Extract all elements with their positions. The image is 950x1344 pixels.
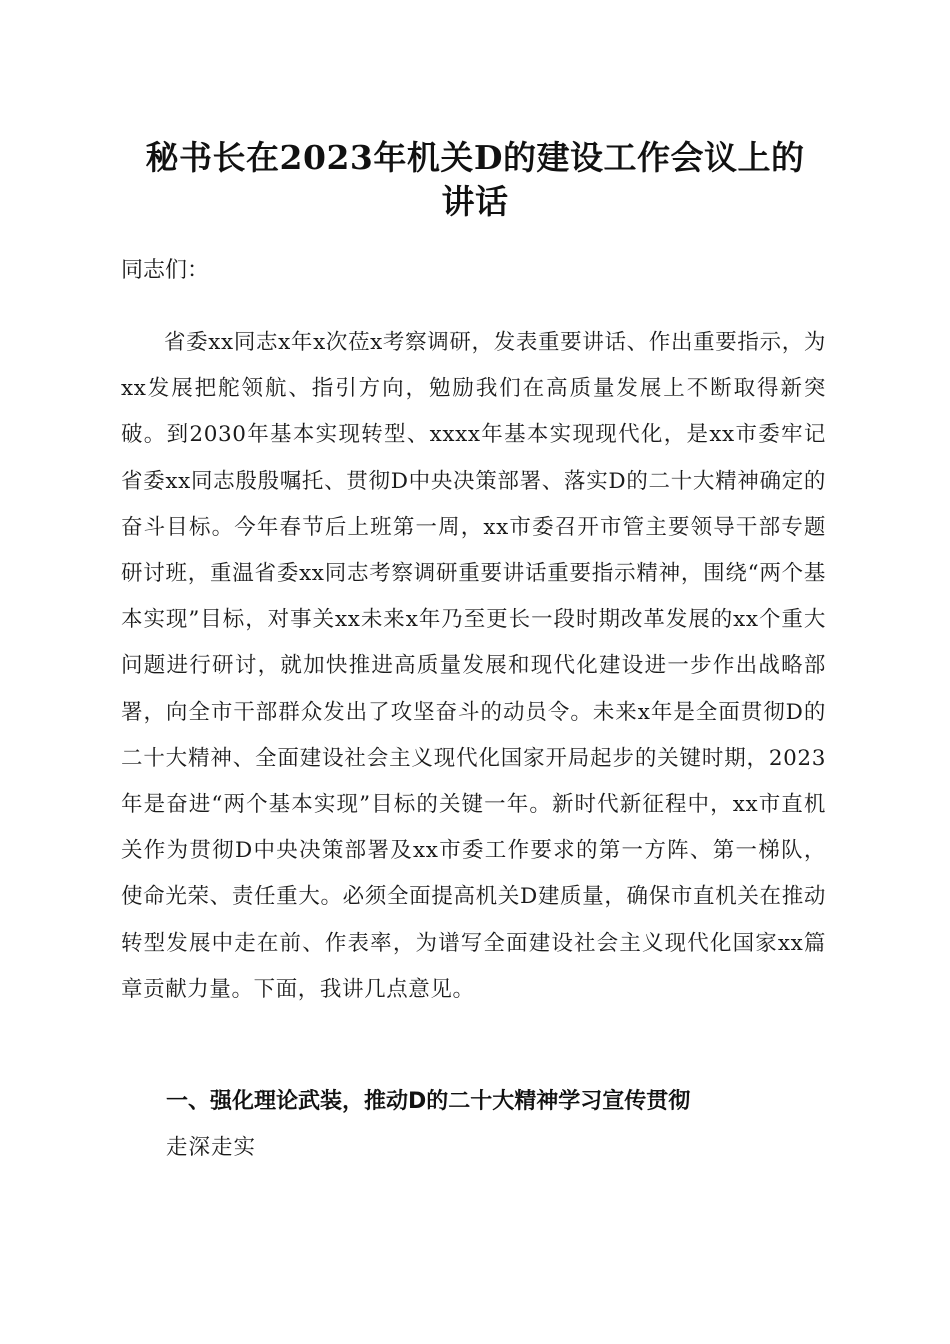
- body-paragraph: 省委xx同志x年x次莅x考察调研，发表重要讲话、作出重要指示，为xx发展把舵领航、指引方向，勉励我们在高质量发展上不断取得新突破。到2030年基本实现转型、xxxx年基本实现现代化，是xx市委牢记省委xx同志殷殷嘱托、贯彻D中央决策部署、落实D的二十大精神确定的奋斗目标。今年春节后上班第一周，xx市委召开市管主要领导干部专题研讨班，重温省委xx同志考察调研重要讲话重要指示精神，围绕“两个基本实现”目标，对事关xx未来x年乃至更长一段时期改革发展的xx个重大问题进行研讨，就加快推进高质量发展和现代化建设进一步作出战略部署，向全市干部群众发出了攻坚奋斗的动员令。未来x年是全面贯彻D的二十大精神、全面建设社会主义现代化国家开局起步的关键时期，2023年是奋进“两个基本实现”目标的关键一年。新时代新征程中，xx市直机关作为贯彻D中央决策部署及xx市委工作要求的第一方阵、第一梯队，使命光荣、责任重大。必须全面提高机关D建质量，确保市直机关在推动转型发展中走在前、作表率，为谱写全面建设社会主义现代化国家xx篇章贡献力量。下面，我讲几点意见。: [121, 330, 826, 1002]
- greeting: 同志们：: [121, 258, 210, 283]
- title-line-2: 讲话: [441, 182, 509, 221]
- title-line-1: 秘书长在2023年机关D的建设工作会议上的: [145, 138, 805, 177]
- section-heading-1: 一、强化理论武装，推动D的二十大精神学习宣传贯彻: [166, 1089, 691, 1114]
- document-title: [100, 136, 850, 224]
- section-heading-1-continuation: 走深走实: [166, 1135, 257, 1160]
